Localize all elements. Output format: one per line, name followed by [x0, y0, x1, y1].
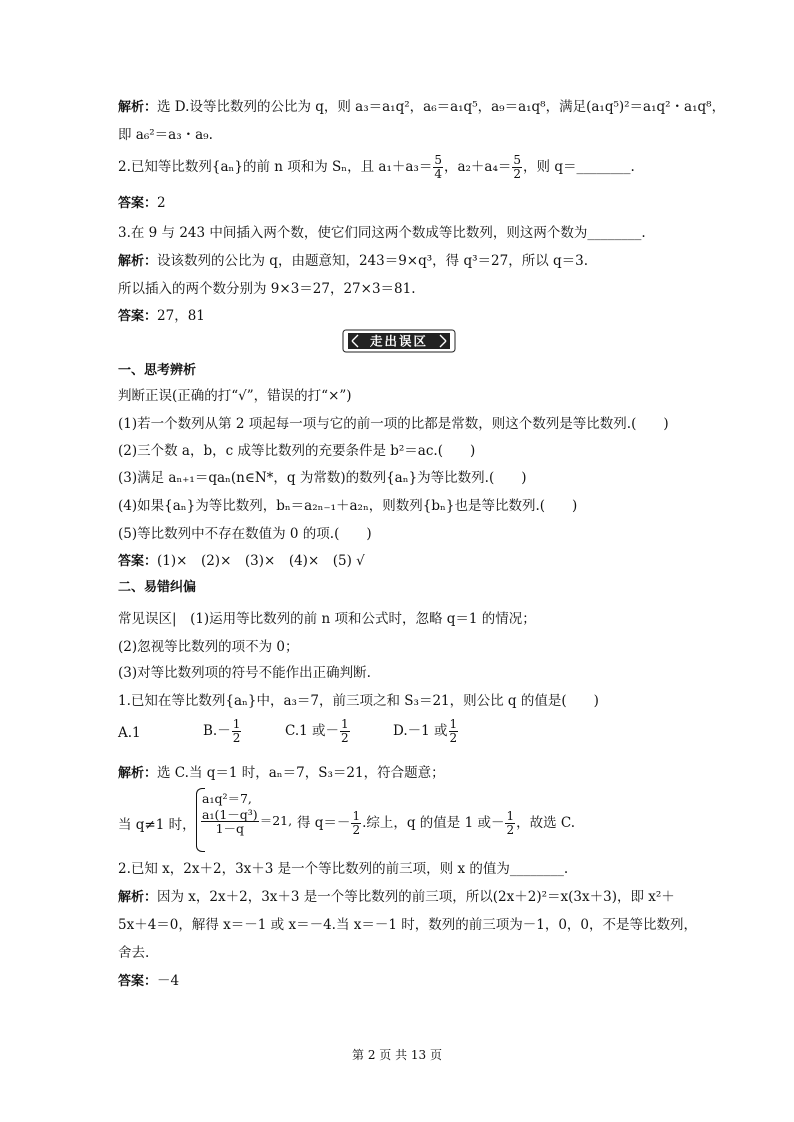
- question-2: [118, 154, 635, 181]
- text: －4: [157, 973, 180, 989]
- page-footer: 第 2 页 共 13 页: [352, 1048, 442, 1062]
- numerator: 1: [449, 717, 458, 731]
- list-item: (1)若一个数列从第 2 项起每一项与它的前一项的比都是常数，则这个数列是等比数列.( ): [118, 416, 669, 432]
- text: C.1 或－: [285, 723, 340, 739]
- text: ，a₂＋a₄＝: [443, 159, 512, 175]
- text: B.－: [203, 723, 231, 739]
- label: 答案：: [118, 974, 158, 989]
- solution-line: [118, 126, 213, 144]
- label: 解析：: [118, 766, 158, 781]
- question-4: 1.已知在等比数列{aₙ}中，a₃＝7，前三项之和 S₃＝21，则公比 q 的值是( ): [118, 693, 599, 709]
- text: ，故选 C.: [516, 815, 576, 831]
- label: 答案：: [118, 309, 158, 324]
- denominator: 2: [352, 823, 361, 837]
- list-item: [118, 610, 536, 628]
- tag: 常见误区|: [118, 611, 177, 627]
- case-text: 当 q≠1 时，: [118, 817, 196, 833]
- solution-line: [118, 98, 725, 117]
- denominator: 2: [232, 731, 241, 745]
- fraction: [201, 808, 259, 835]
- banner-text: 走出误区: [369, 333, 429, 349]
- label: 答案：: [118, 554, 158, 569]
- text: 因为 x，2x＋2，3x＋3 是一个等比数列的前三项，所以(2x＋2)²＝x(3x＋3)，即 x²＋: [157, 889, 675, 905]
- solution-line: 舍去.: [118, 945, 150, 961]
- numerator: 1: [341, 717, 349, 731]
- text: 27，81: [157, 308, 205, 324]
- list-item: (3)对等比数列项的符号不能作出正确判断.: [118, 665, 371, 681]
- solution-line: 所以插入的两个数分别为 9×3＝27，27×3＝81.: [118, 281, 416, 297]
- question-3: 3.在 9 与 243 中间插入两个数，使它们同这两个数成等比数列，则这两个数为________.: [118, 225, 646, 241]
- label: 答案：: [118, 196, 158, 211]
- solution-line: 5x＋4＝0，解得 x＝－1 或 x＝－4.当 x＝－1 时，数列的前三项为－1，0，0，不是等比数列，: [118, 917, 698, 933]
- answer-line: [118, 307, 205, 326]
- denominator: 2: [513, 167, 522, 181]
- question-5: 2.已知 x，2x＋2，3x＋3 是一个等比数列的前三项，则 x 的值为________.: [118, 861, 569, 877]
- numerator: 1: [352, 809, 361, 823]
- list-item: (5)等比数列中不存在数值为 0 的项.( ): [118, 526, 372, 542]
- fraction: [351, 810, 361, 837]
- answer-line: [118, 972, 179, 991]
- list-item: (4)如果{aₙ}为等比数列，bₙ＝a₂ₙ₋₁＋a₂ₙ，则数列{bₙ}也是等比数列.( ): [118, 498, 578, 514]
- option-c: [285, 718, 351, 745]
- solution-line: [118, 252, 588, 271]
- text: ，则 q＝________.: [523, 159, 635, 175]
- answer-line: [118, 194, 166, 213]
- solution-tail: [297, 810, 575, 837]
- text: (1)× (2)× (3)× (4)× (5) √: [157, 553, 365, 569]
- text: D.－1 或: [393, 723, 448, 739]
- text: 2.已知等比数列{aₙ}的前 n 项和为 Sₙ，且 a₁＋a₃＝: [118, 159, 433, 175]
- text: 得 q＝－: [297, 815, 351, 831]
- solution-line: [118, 764, 445, 783]
- fraction: [433, 154, 443, 181]
- text: .综上，q 的值是 1 或－: [362, 815, 505, 831]
- solution-line: [118, 888, 675, 907]
- option-b: [203, 718, 242, 745]
- equation-2: [200, 808, 292, 835]
- numerator: 5: [434, 153, 442, 167]
- list-item: (2)三个数 a，b，c 成等比数列的充要条件是 b²＝ac.( ): [118, 443, 476, 459]
- numerator: 1: [506, 809, 515, 823]
- denominator: 2: [506, 823, 515, 837]
- text: 2: [157, 195, 166, 211]
- fraction: [340, 718, 350, 745]
- denominator: 1－q: [215, 821, 245, 836]
- numerator: a₁(1－q³): [202, 807, 258, 822]
- numerator: 1: [232, 717, 241, 731]
- denominator: 4: [434, 167, 442, 181]
- answer-line: [118, 552, 365, 571]
- list-item: (2)忽视等比数列的项不为 0；: [118, 639, 299, 655]
- numerator: 5: [513, 153, 522, 167]
- label: 解析：: [118, 890, 158, 905]
- list-item: (3)满足 aₙ₊₁＝qaₙ(n∈N*，q 为常数)的数列{aₙ}为等比数列.( ): [118, 470, 527, 486]
- fraction: [449, 718, 459, 745]
- text: 即 a₆²＝a₃・a₉.: [118, 127, 213, 143]
- section-banner: [342, 329, 456, 353]
- text: ＝21,: [259, 813, 293, 828]
- text: 选 D.设等比数列的公比为 q，则 a₃＝a₁q²，a₆＝a₁q⁵，a₉＝a₁q⁸，满足(a₁q⁵)²＝a₁q²・a₁q⁸，: [157, 99, 726, 115]
- fraction: [505, 810, 515, 837]
- label: 解析：: [118, 100, 158, 115]
- intro-text: 判断正误(正确的打“√”，错误的打“×”): [118, 388, 352, 404]
- option-a: A.1: [118, 725, 141, 741]
- denominator: 2: [341, 731, 349, 745]
- section-title: 二、易错纠偏: [118, 580, 197, 595]
- option-d: [393, 718, 459, 745]
- text: (1)运用等比数列的前 n 项和公式时，忽略 q＝1 的情况；: [190, 611, 536, 627]
- text: 设该数列的公比为 q，由题意知，243＝9×q³，得 q³＝27，所以 q＝3.: [157, 253, 589, 269]
- fraction: [232, 718, 242, 745]
- fraction: [512, 154, 522, 181]
- denominator: 2: [449, 731, 458, 745]
- text: 选 C.当 q＝1 时，aₙ＝7，S₃＝21，符合题意；: [157, 765, 445, 781]
- label: 解析：: [118, 254, 158, 269]
- equation-1: a₁q²＝7,: [202, 791, 252, 806]
- section-title: 一、思考辨析: [118, 363, 197, 378]
